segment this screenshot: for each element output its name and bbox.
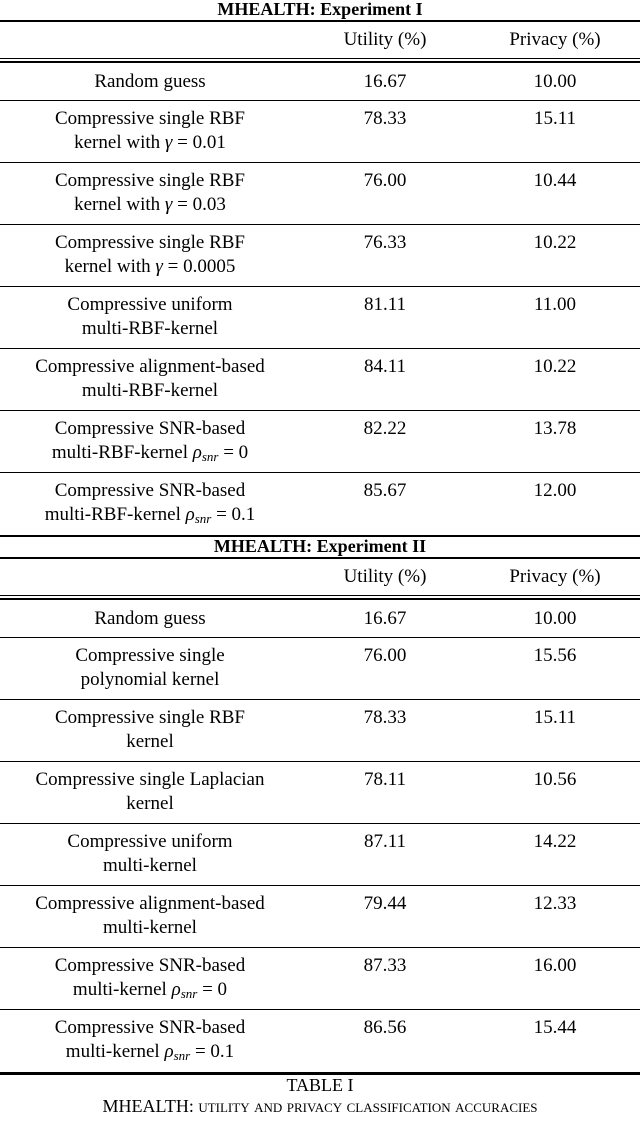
table-row xyxy=(0,411,640,473)
table-row xyxy=(0,824,640,886)
method-line2-text: kernel with xyxy=(64,256,156,277)
table-row xyxy=(0,287,640,349)
method-line2-text: kernel with xyxy=(74,132,165,153)
utility-cell: 79.44 xyxy=(363,893,407,914)
utility-cell: 16.67 xyxy=(363,608,407,629)
method-cell xyxy=(0,1016,300,1072)
privacy-cell: 14.22 xyxy=(533,831,577,852)
column-header: Privacy (%) xyxy=(509,29,601,50)
method-line1: Compressive alignment-based xyxy=(35,356,265,377)
math-variable: γ xyxy=(155,256,163,277)
math-variable: γ xyxy=(164,194,173,215)
method-line1: Random guess xyxy=(94,71,206,92)
utility-cell: 85.67 xyxy=(363,480,407,501)
privacy-cell: 15.11 xyxy=(533,707,577,728)
utility-cell: 76.00 xyxy=(363,645,407,666)
header-row xyxy=(0,559,640,595)
math-value: = 0.1 xyxy=(211,504,256,525)
utility-cell: 84.11 xyxy=(363,356,407,377)
math-variable: ρ xyxy=(171,979,181,1000)
method-line2 xyxy=(0,379,300,403)
utility-cell: 76.00 xyxy=(363,170,407,191)
table-row xyxy=(0,63,640,101)
utility-cell: 16.67 xyxy=(363,71,407,92)
method-line2-text: multi-kernel xyxy=(65,1041,165,1062)
math-subscript: snr xyxy=(180,986,198,1001)
math-variable: ρ xyxy=(185,504,195,525)
method-line1: Compressive single RBF xyxy=(54,108,245,129)
math-value: = 0.03 xyxy=(172,194,226,215)
table-row xyxy=(0,349,640,411)
math-value: = 0.01 xyxy=(172,132,226,153)
utility-cell: 87.11 xyxy=(363,831,407,852)
math-subscript: snr xyxy=(173,1048,191,1063)
math-variable: γ xyxy=(164,132,173,153)
privacy-cell: 10.00 xyxy=(533,608,577,629)
method-line1: Compressive SNR-based xyxy=(54,480,246,501)
method-cell xyxy=(0,954,300,1009)
column-header: Utility (%) xyxy=(343,29,427,50)
math-subscript: snr xyxy=(201,449,219,464)
math-value: = 0 xyxy=(197,979,228,1000)
method-line1: Random guess xyxy=(94,608,206,629)
table-row xyxy=(0,948,640,1010)
method-line1: Compressive single Laplacian xyxy=(35,769,265,790)
method-line2-text: multi-RBF-kernel xyxy=(51,442,193,463)
table-section xyxy=(0,535,640,1072)
method-cell xyxy=(0,107,300,162)
math-value: = 0.1 xyxy=(190,1041,235,1062)
table-row xyxy=(0,638,640,700)
method-line1: Compressive uniform xyxy=(67,294,233,315)
math-variable: ρ xyxy=(192,442,202,463)
method-line1: Compressive SNR-based xyxy=(54,418,246,439)
privacy-cell: 11.00 xyxy=(533,294,577,315)
privacy-cell: 10.22 xyxy=(533,232,577,253)
privacy-cell: 10.56 xyxy=(533,769,577,790)
column-header: Privacy (%) xyxy=(509,566,601,587)
utility-cell: 81.11 xyxy=(363,294,407,315)
table-row xyxy=(0,163,640,225)
method-cell xyxy=(0,63,300,100)
utility-cell: 82.22 xyxy=(363,418,407,439)
method-cell xyxy=(0,892,300,947)
method-line2-text: polynomial kernel xyxy=(80,669,220,690)
method-line2 xyxy=(0,1040,300,1068)
table-row xyxy=(0,762,640,824)
utility-cell: 87.33 xyxy=(363,955,407,976)
utility-cell: 78.33 xyxy=(363,707,407,728)
method-line2-text: multi-RBF-kernel xyxy=(81,380,219,401)
utility-cell: 78.33 xyxy=(363,108,407,129)
method-line2 xyxy=(0,730,300,754)
method-line2 xyxy=(0,916,300,940)
privacy-cell: 15.11 xyxy=(533,108,577,129)
method-line2 xyxy=(0,441,300,469)
method-line2-text: multi-kernel xyxy=(72,979,172,1000)
privacy-cell: 10.00 xyxy=(533,71,577,92)
privacy-cell: 13.78 xyxy=(533,418,577,439)
column-header xyxy=(0,559,300,595)
section-title: MHEALTH: Experiment II xyxy=(213,536,427,556)
method-line1: Compressive single RBF xyxy=(54,232,245,253)
method-line1: Compressive alignment-based xyxy=(35,893,265,914)
privacy-cell: 10.22 xyxy=(533,356,577,377)
method-line1: Compressive single RBF xyxy=(54,170,245,191)
column-header: Utility (%) xyxy=(343,566,427,587)
method-line1: Compressive single RBF xyxy=(54,707,245,728)
caption-text: : utility and privacy classification accuracies xyxy=(188,1096,538,1116)
method-line2-text: multi-kernel xyxy=(103,855,197,876)
method-line2 xyxy=(0,792,300,816)
method-line2 xyxy=(0,503,300,531)
method-line2 xyxy=(0,131,300,155)
method-line2 xyxy=(0,317,300,341)
method-line2-text: multi-kernel xyxy=(103,917,197,938)
table-number: TABLE I xyxy=(286,1075,354,1095)
math-variable: ρ xyxy=(164,1041,174,1062)
math-subscript: snr xyxy=(194,511,212,526)
privacy-cell: 15.44 xyxy=(533,1017,577,1038)
privacy-cell: 16.00 xyxy=(533,955,577,976)
method-cell xyxy=(0,417,300,472)
table-caption xyxy=(0,1075,640,1117)
method-cell xyxy=(0,479,300,535)
privacy-cell: 10.44 xyxy=(533,170,577,191)
method-cell xyxy=(0,231,300,286)
method-cell xyxy=(0,644,300,699)
method-cell xyxy=(0,355,300,410)
method-line2 xyxy=(0,854,300,878)
utility-cell: 86.56 xyxy=(363,1017,407,1038)
table-row xyxy=(0,700,640,762)
method-line2-text: kernel xyxy=(126,731,174,752)
method-line2-text: kernel xyxy=(126,793,174,814)
utility-cell: 78.11 xyxy=(363,769,407,790)
method-line2 xyxy=(0,668,300,692)
header-row xyxy=(0,22,640,58)
method-line1: Compressive single xyxy=(75,645,225,666)
table-section xyxy=(0,0,640,535)
method-line2 xyxy=(0,193,300,217)
section-title: MHEALTH: Experiment I xyxy=(217,0,423,19)
method-cell xyxy=(0,768,300,823)
table-row xyxy=(0,473,640,535)
caption-dataset: MHEALTH xyxy=(102,1096,189,1116)
method-line1: Compressive SNR-based xyxy=(54,955,246,976)
method-cell xyxy=(0,706,300,761)
privacy-cell: 15.56 xyxy=(533,645,577,666)
method-cell xyxy=(0,600,300,637)
method-line2-text: kernel with xyxy=(74,194,165,215)
table-row xyxy=(0,886,640,948)
math-value: = 0.0005 xyxy=(162,256,236,277)
method-cell xyxy=(0,169,300,224)
method-cell xyxy=(0,293,300,348)
table-row xyxy=(0,225,640,287)
table-row xyxy=(0,101,640,163)
method-line2 xyxy=(0,978,300,1006)
method-line2-text: multi-RBF-kernel xyxy=(44,504,186,525)
method-line2 xyxy=(0,255,300,279)
method-line1: Compressive SNR-based xyxy=(54,1017,246,1038)
utility-cell: 76.33 xyxy=(363,232,407,253)
method-line1: Compressive uniform xyxy=(67,831,233,852)
method-line2-text: multi-RBF-kernel xyxy=(81,318,219,339)
math-value: = 0 xyxy=(218,442,249,463)
table-row xyxy=(0,600,640,638)
method-cell xyxy=(0,830,300,885)
column-header xyxy=(0,22,300,58)
table-row xyxy=(0,1010,640,1072)
privacy-cell: 12.33 xyxy=(533,893,577,914)
privacy-cell: 12.00 xyxy=(533,480,577,501)
